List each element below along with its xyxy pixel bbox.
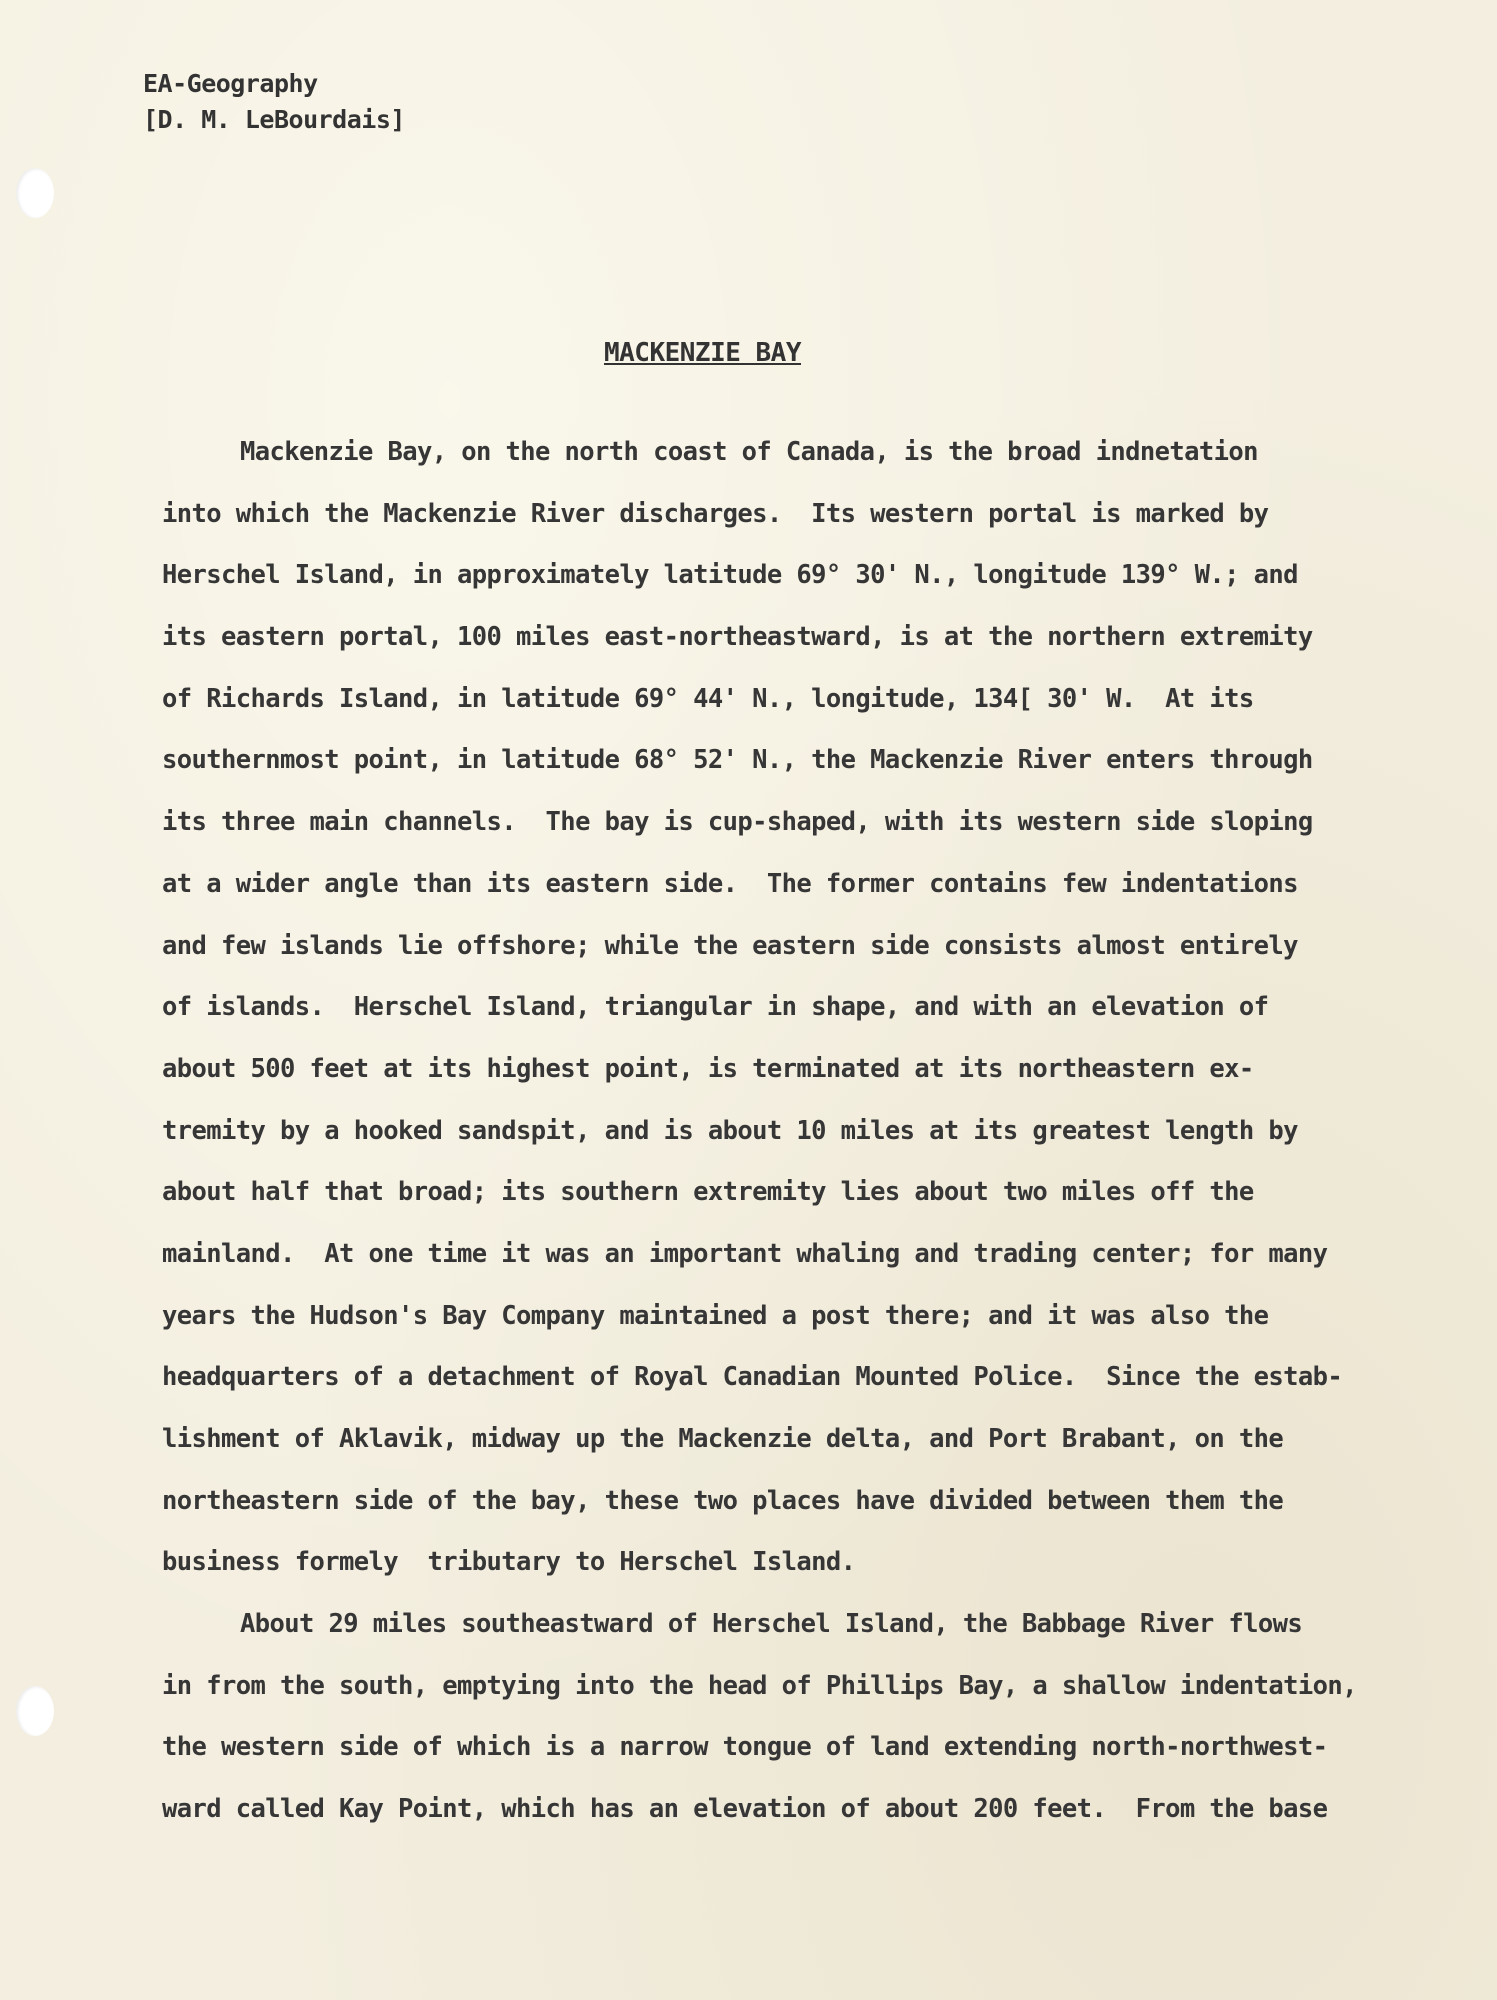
text-line: ward called Kay Point, which has an elevation of about 200 feet. From the base [162,1794,1328,1825]
text-line: into which the Mackenzie River discharges. Its western portal is marked by [162,498,1269,529]
header-author: [D. M. LeBourdais] [143,105,405,134]
text-line: of Richards Island, in latitude 69° 44' N., longitude, 134[ 30' W. At its [162,683,1254,714]
text-line: tremity by a hooked sandspit, and is about 10 miles at its greatest length by [162,1115,1298,1146]
text-line: in from the south, emptying into the head of Phillips Bay, a shallow indentation, [162,1670,1357,1701]
text-line: its eastern portal, 100 miles east-northeastward, is at the northern extremity [162,622,1313,653]
document-header [143,66,405,138]
text-line: Mackenzie Bay, on the north coast of Canada, is the broad indnetation [240,437,1258,467]
header-category: EA-Geography [143,69,318,98]
text-line: at a wider angle than its eastern side. The former contains few indentations [162,868,1298,899]
text-line: about 500 feet at its highest point, is terminated at its northeastern ex- [162,1053,1254,1084]
text-line: about half that broad; its southern extremity lies about two miles off the [162,1177,1254,1208]
text-line: the western side of which is a narrow tongue of land extending north-northwest- [162,1732,1328,1763]
text-line: lishment of Aklavik, midway up the Mackenzie delta, and Port Brabant, on the [162,1424,1284,1454]
text-line: years the Hudson's Bay Company maintained a post there; and it was also the [162,1300,1269,1331]
text-line: of islands. Herschel Island, triangular in shape, and with an elevation of [162,992,1269,1023]
text-line: and few islands lie offshore; while the eastern side consists almost entirely [162,930,1298,961]
paragraph-2 [162,1594,1412,1841]
text-line: Herschel Island, in approximately latitude 69° 30' N., longitude 139° W.; and [162,560,1298,591]
page-title: MACKENZIE BAY [604,338,801,368]
text-line: mainland. At one time it was an important whaling and trading center; for many [162,1238,1328,1269]
text-line: business formely tributary to Herschel Island. [162,1547,856,1578]
paragraph-1 [162,422,1412,1594]
text-line: headquarters of a detachment of Royal Canadian Mounted Police. Since the estab- [162,1362,1343,1393]
text-line: About 29 miles southeastward of Herschel Island, the Babbage River flows [240,1609,1303,1640]
body-text [162,422,1412,1841]
text-line: its three main channels. The bay is cup-shaped, with its western side sloping [162,807,1313,838]
text-line: northeastern side of the bay, these two places have divided between them the [162,1485,1284,1516]
punch-hole [16,168,54,218]
punch-hole [16,1686,54,1736]
text-line: southernmost point, in latitude 68° 52' N., the Mackenzie River enters through [162,745,1313,776]
